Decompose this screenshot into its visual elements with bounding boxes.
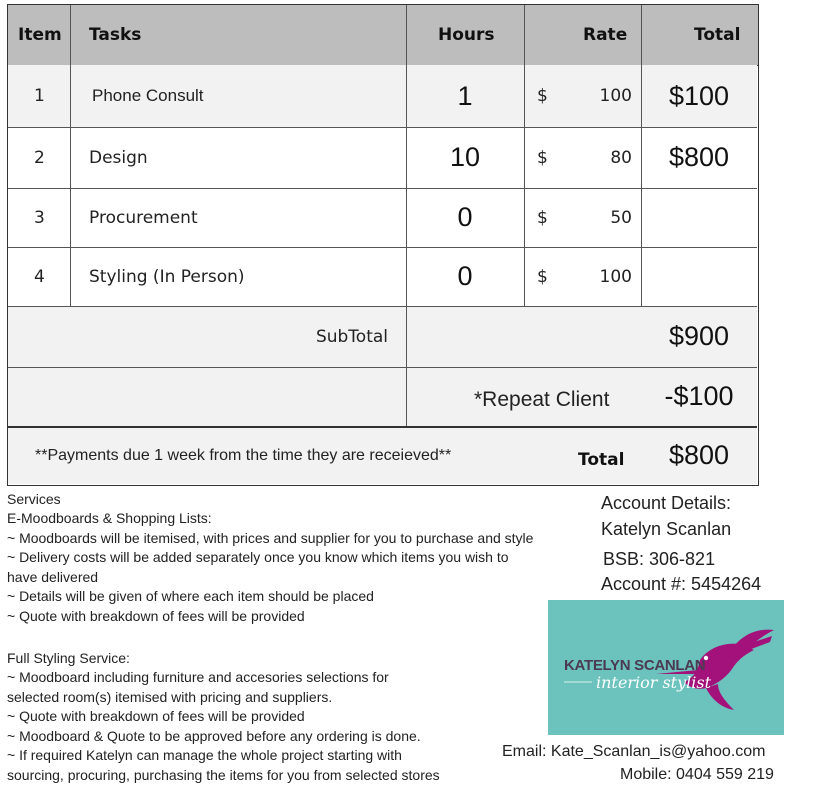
services-heading: Services [7, 491, 61, 507]
brand-logo [548, 600, 784, 735]
row-4-hours: 0 [457, 261, 473, 291]
services-line: ~ Moodboard & Quote to be approved before any ordering is done. [7, 728, 421, 744]
header-hours: Hours [438, 25, 495, 45]
row-1-total: $100 [668, 80, 730, 111]
row-2-rate: 80 [610, 147, 632, 168]
header-rate: Rate [583, 25, 628, 45]
services-line: ~ If required Katelyn can manage the whole project starting with [7, 747, 402, 763]
hummingbird-icon [548, 600, 784, 735]
services-line: sourcing, procuring, purchasing the items for you from selected stores [7, 767, 440, 783]
row-1-rate: 100 [599, 86, 632, 106]
row-4-rate: 100 [599, 266, 632, 287]
row-4-task: Styling (In Person) [89, 266, 245, 287]
header-tasks: Tasks [89, 25, 142, 45]
services-line: ~ Moodboards will be itemised, with prices and supplier for you to purchase and style [7, 530, 534, 546]
invoice-table [7, 4, 759, 486]
row-3-hours: 0 [457, 202, 473, 232]
row-1-task: Phone Consult [92, 86, 204, 105]
services-line: Full Styling Service: [7, 650, 130, 666]
row-1-item: 1 [34, 86, 45, 106]
services-line: ~ Quote with breakdown of fees will be provided [7, 708, 305, 724]
services-line: ~ Details will be given of where each item should be placed [7, 588, 374, 604]
subtotal-value: $900 [668, 321, 730, 351]
header-item: Item [18, 25, 62, 45]
discount-value: -$100 [664, 381, 734, 411]
row-2-task: Design [89, 147, 148, 168]
row-2-total: $800 [668, 142, 730, 172]
services-line: ~ Delivery costs will be added separately once you know which items you wish to [7, 549, 509, 565]
contact-email[interactable]: Email: Kate_Scanlan_is@yahoo.com [502, 743, 766, 760]
total-value: $800 [668, 440, 730, 470]
row-2-currency: $ [537, 147, 548, 168]
services-line: have delivered [7, 569, 99, 585]
row-3-rate: 50 [610, 207, 632, 228]
row-2-hours: 10 [449, 142, 481, 172]
row-4-total [641, 247, 757, 306]
services-line: ~ Quote with breakdown of fees will be provided [7, 608, 305, 624]
row-2-item: 2 [34, 147, 45, 168]
account-bsb: BSB: 306-821 [603, 549, 716, 569]
row-3-item: 3 [34, 207, 45, 228]
row-1-currency: $ [537, 86, 548, 106]
total-label: Total [578, 449, 625, 470]
row-3-currency: $ [537, 207, 548, 228]
account-number: Account #: 5454264 [601, 574, 762, 594]
services-line: selected room(s) itemised with pricing and suppliers. [7, 689, 333, 705]
services-line: ~ Moodboard including furniture and accesories selections for [7, 669, 389, 685]
header-total: Total [694, 25, 741, 45]
row-3-task: Procurement [89, 207, 198, 228]
discount-label: *Repeat Client [474, 388, 610, 411]
row-3-total [641, 188, 757, 247]
row-4-item: 4 [34, 266, 45, 287]
logo-brand-text: KATELYN SCANLAN [564, 657, 706, 674]
services-line: E-Moodboards & Shopping Lists: [7, 510, 212, 526]
payment-note: **Payments due 1 week from the time they are receieved** [35, 446, 452, 464]
account-name: Katelyn Scanlan [601, 519, 732, 539]
contact-mobile[interactable]: Mobile: 0404 559 219 [620, 766, 774, 783]
subtotal-label: SubTotal [315, 326, 388, 347]
logo-tagline-text: interior stylist [596, 673, 712, 692]
row-1-hours: 1 [457, 80, 473, 111]
account-heading: Account Details: [601, 493, 732, 513]
row-4-currency: $ [537, 266, 548, 287]
